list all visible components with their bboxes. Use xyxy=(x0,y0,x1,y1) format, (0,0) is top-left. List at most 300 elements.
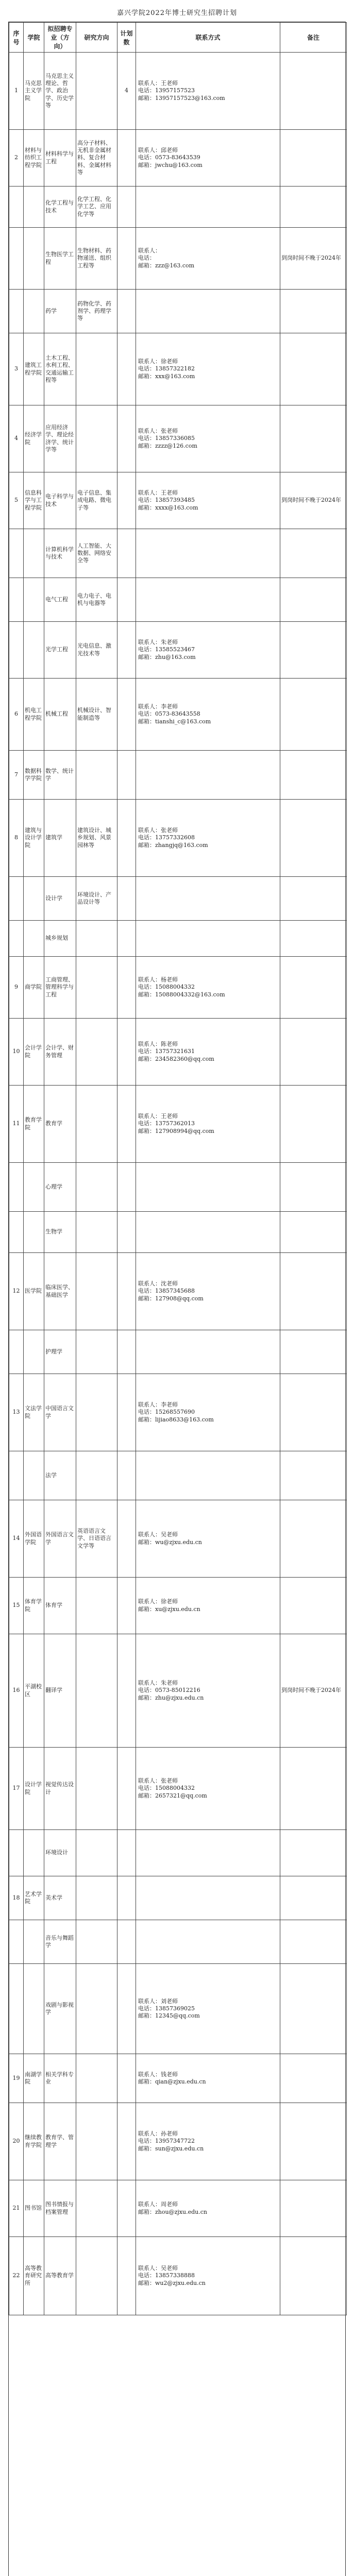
table-row xyxy=(9,1634,347,1748)
row-major: 建筑学 xyxy=(44,800,76,877)
contact-line: 联系人：朱老师 xyxy=(138,1680,178,1687)
contact-line: 邮箱：zhu@163.com xyxy=(138,653,196,660)
row-count xyxy=(117,1212,136,1253)
table-row xyxy=(9,405,347,472)
contact-line: 电话： xyxy=(138,255,155,262)
table-row xyxy=(9,1253,347,1330)
row-major: 相关学科专业 xyxy=(44,2054,76,2103)
table-row xyxy=(9,1086,347,1163)
row-no xyxy=(9,1163,24,1212)
row-no: 21 xyxy=(9,2180,24,2237)
row-college xyxy=(24,622,44,679)
row-contact xyxy=(136,130,280,187)
row-contact xyxy=(136,1212,280,1253)
table-row xyxy=(9,921,347,957)
row-college: 教育学院 xyxy=(24,1086,44,1163)
row-no: 5 xyxy=(9,472,24,529)
table-row xyxy=(9,1374,347,1451)
row-count xyxy=(117,1876,136,1920)
table-row xyxy=(9,2054,347,2103)
row-no: 10 xyxy=(9,1019,24,1086)
table-header-row xyxy=(9,23,347,53)
row-major: 音乐与舞蹈学 xyxy=(44,1920,76,1964)
table-row xyxy=(9,1876,347,1920)
row-remark xyxy=(280,1500,347,1578)
row-remark xyxy=(280,1019,347,1086)
row-no xyxy=(9,1964,24,2054)
contact-line: 电话：15088004332 xyxy=(138,984,195,991)
row-no xyxy=(9,877,24,921)
row-college xyxy=(24,1920,44,1964)
contact-line: 邮箱：13957157523@163.com xyxy=(138,94,225,101)
row-college: 高等教育研究所 xyxy=(24,2237,44,2315)
row-college xyxy=(24,1451,44,1500)
contact-line: 联系人：杨老师 xyxy=(138,976,178,984)
row-direction xyxy=(76,2180,117,2237)
contact-line: 电话：0573-85012216 xyxy=(138,1687,200,1694)
row-direction xyxy=(76,1330,117,1374)
row-count xyxy=(117,187,136,228)
contact-line: 邮箱：127908994@qq.com xyxy=(138,1127,214,1134)
row-remark xyxy=(280,1086,347,1163)
row-no: 13 xyxy=(9,1374,24,1451)
table-row xyxy=(9,1578,347,1634)
row-college: 材料与纺织工程学院 xyxy=(24,130,44,187)
row-major: 数学、统计学 xyxy=(44,751,76,800)
row-remark xyxy=(280,800,347,877)
row-no: 15 xyxy=(9,1578,24,1634)
row-remark: 到岗时间不晚于2024年 xyxy=(280,228,347,290)
table-row xyxy=(9,877,347,921)
row-major: 生物医学工程 xyxy=(44,228,76,290)
document-title: 嘉兴学院2022年博士研究生招聘计划 xyxy=(116,9,238,17)
table-row xyxy=(9,53,347,130)
row-direction xyxy=(76,2054,117,2103)
table-row xyxy=(9,187,347,228)
contact-line: 邮箱：2657321@qq.com xyxy=(138,1792,207,1799)
table-row xyxy=(9,2103,347,2180)
row-major: 电气工程 xyxy=(44,578,76,622)
table-row xyxy=(9,2180,347,2237)
row-count xyxy=(117,2054,136,2103)
row-major: 化学工程与技术 xyxy=(44,187,76,228)
row-college: 机电工程学院 xyxy=(24,679,44,751)
row-college: 医学院 xyxy=(24,1253,44,1330)
row-contact xyxy=(136,290,280,333)
contact-line: 联系人：王老师 xyxy=(138,80,178,87)
row-direction xyxy=(76,1964,117,2054)
row-count xyxy=(117,578,136,622)
row-no xyxy=(9,1212,24,1253)
contact-line: 联系人：吴老师 xyxy=(138,2265,178,2272)
row-remark xyxy=(280,130,347,187)
header-no: 序号 xyxy=(9,23,24,53)
row-no: 19 xyxy=(9,2054,24,2103)
row-direction: 电子信息、集成电路、微电子等 xyxy=(76,472,117,529)
row-direction xyxy=(76,1163,117,1212)
row-major: 教育学、管理学 xyxy=(44,2103,76,2180)
row-count xyxy=(117,2237,136,2315)
contact-line: 邮箱：wu2@zjxu.edu.cn xyxy=(138,2279,206,2286)
row-remark xyxy=(280,578,347,622)
row-major: 城乡规划 xyxy=(44,921,76,957)
row-count xyxy=(117,877,136,921)
row-major: 外国语言文学 xyxy=(44,1500,76,1578)
row-remark xyxy=(280,1830,347,1876)
row-college xyxy=(24,1330,44,1374)
contact-line: 电话：13857393485 xyxy=(138,497,195,504)
row-count xyxy=(117,1019,136,1086)
row-count xyxy=(117,529,136,578)
contact-line: 电话：13757321631 xyxy=(138,1048,195,1055)
row-no: 22 xyxy=(9,2237,24,2315)
header-remark: 备注 xyxy=(280,23,347,53)
row-count xyxy=(117,333,136,405)
row-contact xyxy=(136,1019,280,1086)
row-major: 设计学 xyxy=(44,877,76,921)
row-remark xyxy=(280,1748,347,1830)
row-major: 马克思主义理论、哲学、政治学、历史学等 xyxy=(44,53,76,130)
row-direction xyxy=(76,751,117,800)
row-direction: 化学工程、化学工艺、应用化学等 xyxy=(76,187,117,228)
contact-line: 联系人：孙老师 xyxy=(138,2130,178,2138)
row-remark xyxy=(280,1578,347,1634)
row-college xyxy=(24,1964,44,2054)
row-major: 临床医学、基础医学 xyxy=(44,1253,76,1330)
contact-line: 电话：15268557690 xyxy=(138,1409,195,1416)
contact-line: 邮箱：lijiao8633@163.com xyxy=(138,1416,214,1423)
row-remark: 到岗时间不晚于2024年 xyxy=(280,1634,347,1748)
row-direction: 人工智能、大数据、网络安全等 xyxy=(76,529,117,578)
row-college xyxy=(24,921,44,957)
table-row xyxy=(9,1830,347,1876)
contact-line: 电话：13857369025 xyxy=(138,2005,195,2012)
contact-line: 电话：13857345688 xyxy=(138,1287,195,1295)
row-college: 经济学院 xyxy=(24,405,44,472)
row-college xyxy=(24,1212,44,1253)
row-direction: 环境设计、产品设计等 xyxy=(76,877,117,921)
contact-line: 邮箱：xxxx@163.com xyxy=(138,504,198,511)
contact-line: 邮箱：wu@zjxu.edu.cn xyxy=(138,1538,202,1546)
row-count xyxy=(117,2180,136,2237)
contact-line: 联系人：王老师 xyxy=(138,1113,178,1120)
row-direction: 英语语言文学、日语语言文学等 xyxy=(76,1500,117,1578)
row-direction xyxy=(76,1451,117,1500)
row-direction xyxy=(76,53,117,130)
row-contact xyxy=(136,405,280,472)
row-contact xyxy=(136,1086,280,1163)
row-college: 继续教育学院 xyxy=(24,2103,44,2180)
row-no xyxy=(9,187,24,228)
contact-line: 联系人：张老师 xyxy=(138,827,178,834)
row-major: 机械工程 xyxy=(44,679,76,751)
table-row xyxy=(9,1212,347,1253)
table-row xyxy=(9,1163,347,1212)
header-college: 学院 xyxy=(24,23,44,53)
contact-line: 联系人：张老师 xyxy=(138,1777,178,1785)
row-count xyxy=(117,1163,136,1212)
row-no xyxy=(9,1920,24,1964)
table-row xyxy=(9,228,347,290)
row-major: 图书情报与档案管理 xyxy=(44,2180,76,2237)
row-remark xyxy=(280,2180,347,2237)
row-count xyxy=(117,921,136,957)
row-remark: 到岗时间不晚于2024年 xyxy=(280,472,347,529)
row-no: 14 xyxy=(9,1500,24,1578)
table-row xyxy=(9,1451,347,1500)
row-no xyxy=(9,622,24,679)
table-row xyxy=(9,622,347,679)
row-contact xyxy=(136,751,280,800)
row-direction: 电力电子、电机与电器等 xyxy=(76,578,117,622)
row-count xyxy=(117,751,136,800)
row-direction xyxy=(76,1212,117,1253)
row-no: 1 xyxy=(9,53,24,130)
row-direction xyxy=(76,1634,117,1748)
row-direction xyxy=(76,1578,117,1634)
row-contact xyxy=(136,333,280,405)
row-count xyxy=(117,679,136,751)
row-college: 南湖学院 xyxy=(24,2054,44,2103)
row-no xyxy=(9,529,24,578)
row-remark xyxy=(280,290,347,333)
row-contact xyxy=(136,529,280,578)
row-no xyxy=(9,1330,24,1374)
row-count xyxy=(117,130,136,187)
row-no: 7 xyxy=(9,751,24,800)
row-remark xyxy=(280,679,347,751)
row-contact xyxy=(136,800,280,877)
row-direction xyxy=(76,1876,117,1920)
row-no: 4 xyxy=(9,405,24,472)
row-major: 中国语言文学 xyxy=(44,1374,76,1451)
table-row xyxy=(9,1748,347,1830)
row-count xyxy=(117,1830,136,1876)
row-college: 平湖校区 xyxy=(24,1634,44,1748)
contact-line: 联系人：徐老师 xyxy=(138,358,178,365)
row-count xyxy=(117,1920,136,1964)
row-remark xyxy=(280,405,347,472)
row-major: 工商管理、管理科学与工程 xyxy=(44,957,76,1019)
contact-line: 邮箱：15088004332@163.com xyxy=(138,991,225,998)
header-major: 拟招聘专业（方向） xyxy=(44,23,76,53)
row-college: 信息科学与工程学院 xyxy=(24,472,44,529)
row-remark xyxy=(280,2103,347,2180)
row-college xyxy=(24,1163,44,1212)
row-major: 美术学 xyxy=(44,1876,76,1920)
row-direction xyxy=(76,1830,117,1876)
contact-line: 邮箱：tianshi_c@163.com xyxy=(138,718,211,725)
row-no: 11 xyxy=(9,1086,24,1163)
row-no: 3 xyxy=(9,333,24,405)
row-contact xyxy=(136,228,280,290)
row-count xyxy=(117,290,136,333)
row-remark xyxy=(280,53,347,130)
row-major: 法学 xyxy=(44,1451,76,1500)
row-remark xyxy=(280,957,347,1019)
row-direction xyxy=(76,333,117,405)
table-row xyxy=(9,578,347,622)
row-remark xyxy=(280,622,347,679)
row-contact xyxy=(136,1876,280,1920)
row-no: 9 xyxy=(9,957,24,1019)
row-contact xyxy=(136,1748,280,1830)
row-college xyxy=(24,529,44,578)
contact-line: 电话：13757332608 xyxy=(138,834,195,841)
contact-line: 邮箱：zhangjq@163.com xyxy=(138,841,208,849)
row-direction xyxy=(76,1019,117,1086)
row-remark xyxy=(280,187,347,228)
row-no: 8 xyxy=(9,800,24,877)
contact-line: 联系人： xyxy=(138,247,161,255)
row-college: 建筑工程学院 xyxy=(24,333,44,405)
row-count xyxy=(117,1500,136,1578)
row-no: 16 xyxy=(9,1634,24,1748)
row-count xyxy=(117,1634,136,1748)
row-major: 环境设计 xyxy=(44,1830,76,1876)
row-major: 护理学 xyxy=(44,1330,76,1374)
row-contact xyxy=(136,578,280,622)
contact-line: 电话：13857322182 xyxy=(138,365,195,372)
row-college: 文法学院 xyxy=(24,1374,44,1451)
recruitment-table xyxy=(9,22,347,2315)
row-remark xyxy=(280,1451,347,1500)
row-contact xyxy=(136,472,280,529)
row-no: 6 xyxy=(9,679,24,751)
contact-line: 联系人：陈老师 xyxy=(138,1041,178,1048)
row-contact xyxy=(136,622,280,679)
row-no xyxy=(9,578,24,622)
row-college: 设计学院 xyxy=(24,1748,44,1830)
row-direction xyxy=(76,2237,117,2315)
row-count xyxy=(117,800,136,877)
table-row xyxy=(9,751,347,800)
contact-line: 电话：15088004332 xyxy=(138,1785,195,1792)
row-major: 戏剧与影视学 xyxy=(44,1964,76,2054)
contact-line: 邮箱：qian@zjxu.edu.cn xyxy=(138,2078,206,2085)
row-college xyxy=(24,228,44,290)
row-contact xyxy=(136,1253,280,1330)
row-count xyxy=(117,1964,136,2054)
row-contact xyxy=(136,1964,280,2054)
contact-line: 邮箱：jwchu@163.com xyxy=(138,161,203,168)
row-direction xyxy=(76,1748,117,1830)
row-contact xyxy=(136,877,280,921)
row-count xyxy=(117,472,136,529)
contact-line: 邮箱：127908@qq.com xyxy=(138,1295,204,1302)
contact-line: 联系人：王老师 xyxy=(138,489,178,497)
row-remark xyxy=(280,1163,347,1212)
table-row xyxy=(9,1920,347,1964)
contact-line: 联系人：李老师 xyxy=(138,1401,178,1409)
table-row xyxy=(9,1019,347,1086)
row-contact xyxy=(136,921,280,957)
contact-line: 电话：13757362013 xyxy=(138,1120,195,1127)
row-no: 12 xyxy=(9,1253,24,1330)
row-college xyxy=(24,877,44,921)
contact-line: 邮箱：234582360@qq.com xyxy=(138,1055,214,1062)
row-count xyxy=(117,1374,136,1451)
row-direction xyxy=(76,921,117,957)
contact-line: 电话：0573-83643539 xyxy=(138,154,200,161)
row-direction xyxy=(76,2103,117,2180)
contact-line: 联系人：邱老师 xyxy=(138,147,178,154)
table-row xyxy=(9,2237,347,2315)
row-contact xyxy=(136,1451,280,1500)
row-direction: 机械设计、智能制造等 xyxy=(76,679,117,751)
row-contact xyxy=(136,2237,280,2315)
row-contact xyxy=(136,1163,280,1212)
row-remark xyxy=(280,921,347,957)
row-contact xyxy=(136,53,280,130)
row-remark xyxy=(280,1253,347,1330)
row-major: 心理学 xyxy=(44,1163,76,1212)
row-major: 应用经济学、理论经济学、统计学等 xyxy=(44,405,76,472)
row-major: 电子科学与技术 xyxy=(44,472,76,529)
row-major: 视觉传达设计 xyxy=(44,1748,76,1830)
row-major: 生物学 xyxy=(44,1212,76,1253)
row-college xyxy=(24,187,44,228)
contact-line: 邮箱：xu@zjxu.edu.cn xyxy=(138,1605,200,1613)
row-count xyxy=(117,1451,136,1500)
row-contact xyxy=(136,957,280,1019)
row-contact xyxy=(136,187,280,228)
row-no: 2 xyxy=(9,130,24,187)
row-count xyxy=(117,1578,136,1634)
row-major: 教育学 xyxy=(44,1086,76,1163)
row-count xyxy=(117,405,136,472)
row-college: 外国语学院 xyxy=(24,1500,44,1578)
row-remark xyxy=(280,1964,347,2054)
row-contact xyxy=(136,1500,280,1578)
row-direction xyxy=(76,1920,117,1964)
row-remark xyxy=(280,2237,347,2315)
row-no xyxy=(9,228,24,290)
contact-line: 邮箱：zhou@zjxu.edu.cn xyxy=(138,2208,207,2215)
row-direction: 光电信息、激光技术等 xyxy=(76,622,117,679)
row-contact xyxy=(136,679,280,751)
row-no xyxy=(9,921,24,957)
row-college: 体育学院 xyxy=(24,1578,44,1634)
row-direction: 生物材料、药物递送、组织工程等 xyxy=(76,228,117,290)
row-no: 18 xyxy=(9,1876,24,1920)
row-direction xyxy=(76,405,117,472)
contact-line: 邮箱：zhu@zjxu.edu.cn xyxy=(138,1694,204,1701)
row-remark xyxy=(280,1920,347,1964)
table-row xyxy=(9,472,347,529)
row-remark xyxy=(280,1374,347,1451)
contact-line: 联系人：钱老师 xyxy=(138,2071,178,2078)
table-row xyxy=(9,333,347,405)
contact-line: 联系人：沈老师 xyxy=(138,1280,178,1287)
contact-line: 邮箱：sun@zjxu.edu.cn xyxy=(138,2145,204,2152)
contact-line: 电话：13957347722 xyxy=(138,2138,195,2145)
row-college: 会计学院 xyxy=(24,1019,44,1086)
row-major: 翻译学 xyxy=(44,1634,76,1748)
table-row xyxy=(9,130,347,187)
row-no xyxy=(9,1451,24,1500)
row-remark xyxy=(280,877,347,921)
contact-line: 邮箱：zzzz@126.com xyxy=(138,442,197,449)
row-contact xyxy=(136,2180,280,2237)
row-contact xyxy=(136,2103,280,2180)
contact-line: 联系人：朱老师 xyxy=(138,639,178,646)
contact-line: 邮箱：zzz@163.com xyxy=(138,262,195,269)
table-row xyxy=(9,679,347,751)
contact-line: 联系人：吴老师 xyxy=(138,1531,178,1538)
row-major: 体育学 xyxy=(44,1578,76,1634)
contact-line: 联系人：徐老师 xyxy=(138,1598,178,1605)
